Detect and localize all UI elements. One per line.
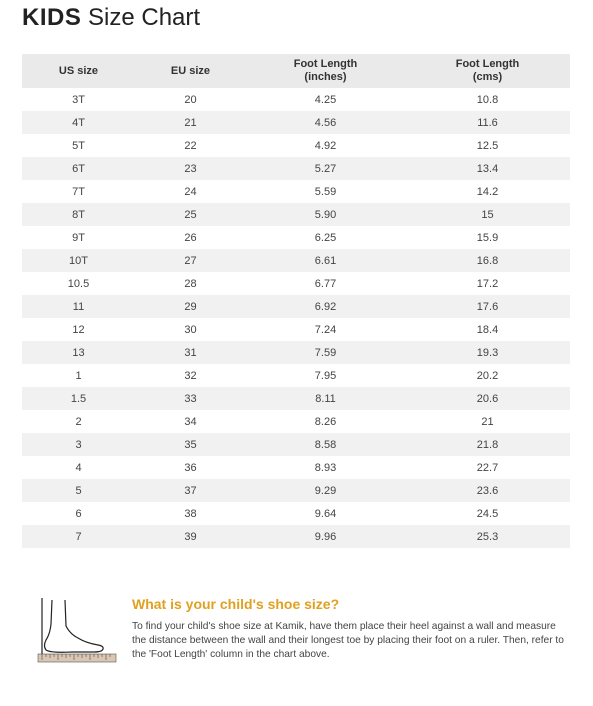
cell-foot-length-inches: 4.56 [314,116,337,129]
cell-us-size: 11 [72,300,85,313]
foot-on-ruler-icon [32,596,120,664]
cell-us-size: 4T [72,116,85,129]
cell-foot-length-inches: 7.24 [314,323,337,336]
cell-us-size: 9T [72,231,85,244]
cell-eu-size: 24 [184,185,197,198]
cell-us-size: 4 [75,461,82,474]
header-us-size: US size [58,65,99,77]
cell-eu-size: 27 [184,254,197,267]
cell-foot-length-inches: 8.11 [315,392,336,405]
cell-us-size: 6 [75,507,82,520]
cell-foot-length-cms: 20.6 [476,392,499,405]
cell-eu-size: 32 [184,369,197,382]
info-body: To find your child's shoe size at Kamik, have them place their heel against a wall and measure the distance between the wall and their longest toe by placing their foot on a ruler. Then, refer to the 'Foot Length' column in the chart above. [132,621,564,660]
cell-foot-length-inches: 6.61 [314,254,337,267]
cell-foot-length-inches: 5.27 [314,162,337,175]
table-row [22,203,570,226]
cell-foot-length-inches: 6.25 [314,231,337,244]
cell-foot-length-cms: 18.4 [476,323,499,336]
header-foot-length-inches [246,58,405,84]
cell-foot-length-cms: 11.6 [477,116,498,129]
table-row [22,410,570,433]
cell-foot-length-inches: 9.29 [314,484,337,497]
table-row [22,341,570,364]
cell-foot-length-inches: 8.26 [314,415,337,428]
table-row [22,387,570,410]
cell-us-size: 3T [72,93,85,106]
cell-us-size: 3 [75,438,82,451]
cell-eu-size: 39 [184,530,197,543]
cell-us-size: 10T [69,254,88,267]
cell-foot-length-cms: 12.5 [476,139,499,152]
cell-foot-length-cms: 15.9 [476,231,499,244]
header-foot-length-cms-line2: (cms) [472,71,503,83]
table-row [22,295,570,318]
cell-foot-length-cms: 17.2 [476,277,499,290]
table-row [22,433,570,456]
cell-us-size: 8T [72,208,85,221]
cell-eu-size: 26 [184,231,197,244]
cell-foot-length-cms: 22.7 [476,461,499,474]
cell-eu-size: 36 [184,461,197,474]
title-bold: KIDS [22,4,82,31]
cell-us-size: 1 [75,369,82,382]
cell-foot-length-cms: 21.8 [476,438,499,451]
table-row [22,111,570,134]
table-row [22,479,570,502]
cell-eu-size: 28 [184,277,197,290]
cell-foot-length-cms: 13.4 [476,162,499,175]
table-header [22,54,570,88]
cell-eu-size: 35 [184,438,197,451]
table-row [22,157,570,180]
cell-foot-length-cms: 15 [481,208,494,221]
cell-us-size: 7 [75,530,82,543]
cell-us-size: 1.5 [70,392,87,405]
cell-eu-size: 23 [184,162,197,175]
cell-foot-length-inches: 8.93 [314,461,337,474]
cell-foot-length-inches: 9.96 [314,530,337,543]
cell-foot-length-inches: 7.59 [314,346,337,359]
table-row [22,502,570,525]
table-row [22,456,570,479]
cell-foot-length-inches: 7.95 [314,369,337,382]
cell-foot-length-inches: 9.64 [314,507,337,520]
cell-eu-size: 37 [184,484,197,497]
cell-eu-size: 33 [184,392,197,405]
cell-us-size: 13 [72,346,85,359]
cell-foot-length-cms: 14.2 [476,185,499,198]
cell-eu-size: 38 [184,507,197,520]
header-foot-length-inches-line1: Foot Length [293,58,358,70]
cell-eu-size: 29 [184,300,197,313]
table-row [22,180,570,203]
cell-foot-length-inches: 4.92 [314,139,337,152]
table-row [22,249,570,272]
cell-foot-length-inches: 8.58 [314,438,337,451]
table-row [22,88,570,111]
table-body [22,88,570,548]
cell-foot-length-cms: 21 [481,415,494,428]
cell-us-size: 5 [75,484,82,497]
table-row [22,226,570,249]
cell-foot-length-inches: 4.25 [314,93,337,106]
cell-eu-size: 34 [184,415,197,428]
cell-foot-length-inches: 5.59 [314,185,337,198]
table-row [22,525,570,548]
header-foot-length-inches-line2: (inches) [304,71,347,83]
cell-foot-length-cms: 17.6 [476,300,499,313]
cell-eu-size: 31 [184,346,197,359]
cell-foot-length-cms: 10.8 [476,93,499,106]
cell-us-size: 5T [72,139,85,152]
cell-foot-length-inches: 6.92 [314,300,337,313]
cell-foot-length-inches: 5.90 [314,208,337,221]
cell-foot-length-cms: 23.6 [476,484,499,497]
size-chart-table [22,54,570,548]
table-row [22,134,570,157]
cell-foot-length-inches: 6.77 [314,277,337,290]
title-rest: Size Chart [88,4,201,31]
table-row [22,364,570,387]
cell-foot-length-cms: 20.2 [476,369,499,382]
header-foot-length-cms [405,58,570,84]
cell-eu-size: 30 [184,323,197,336]
cell-us-size: 12 [72,323,85,336]
cell-eu-size: 25 [184,208,197,221]
cell-foot-length-cms: 25.3 [476,530,499,543]
table-row [22,272,570,295]
cell-foot-length-cms: 19.3 [476,346,499,359]
header-foot-length-cms-line1: Foot Length [455,58,520,70]
info-heading: What is your child's shoe size? [132,596,340,612]
cell-foot-length-cms: 16.8 [476,254,499,267]
cell-us-size: 7T [72,185,85,198]
table-row [22,318,570,341]
header-eu-size: EU size [170,65,211,77]
cell-us-size: 6T [72,162,85,175]
cell-us-size: 2 [75,415,82,428]
cell-eu-size: 22 [184,139,197,152]
cell-us-size: 10.5 [67,277,90,290]
cell-eu-size: 20 [184,93,197,106]
cell-foot-length-cms: 24.5 [476,507,499,520]
cell-eu-size: 21 [184,116,197,129]
page-title [22,4,200,32]
